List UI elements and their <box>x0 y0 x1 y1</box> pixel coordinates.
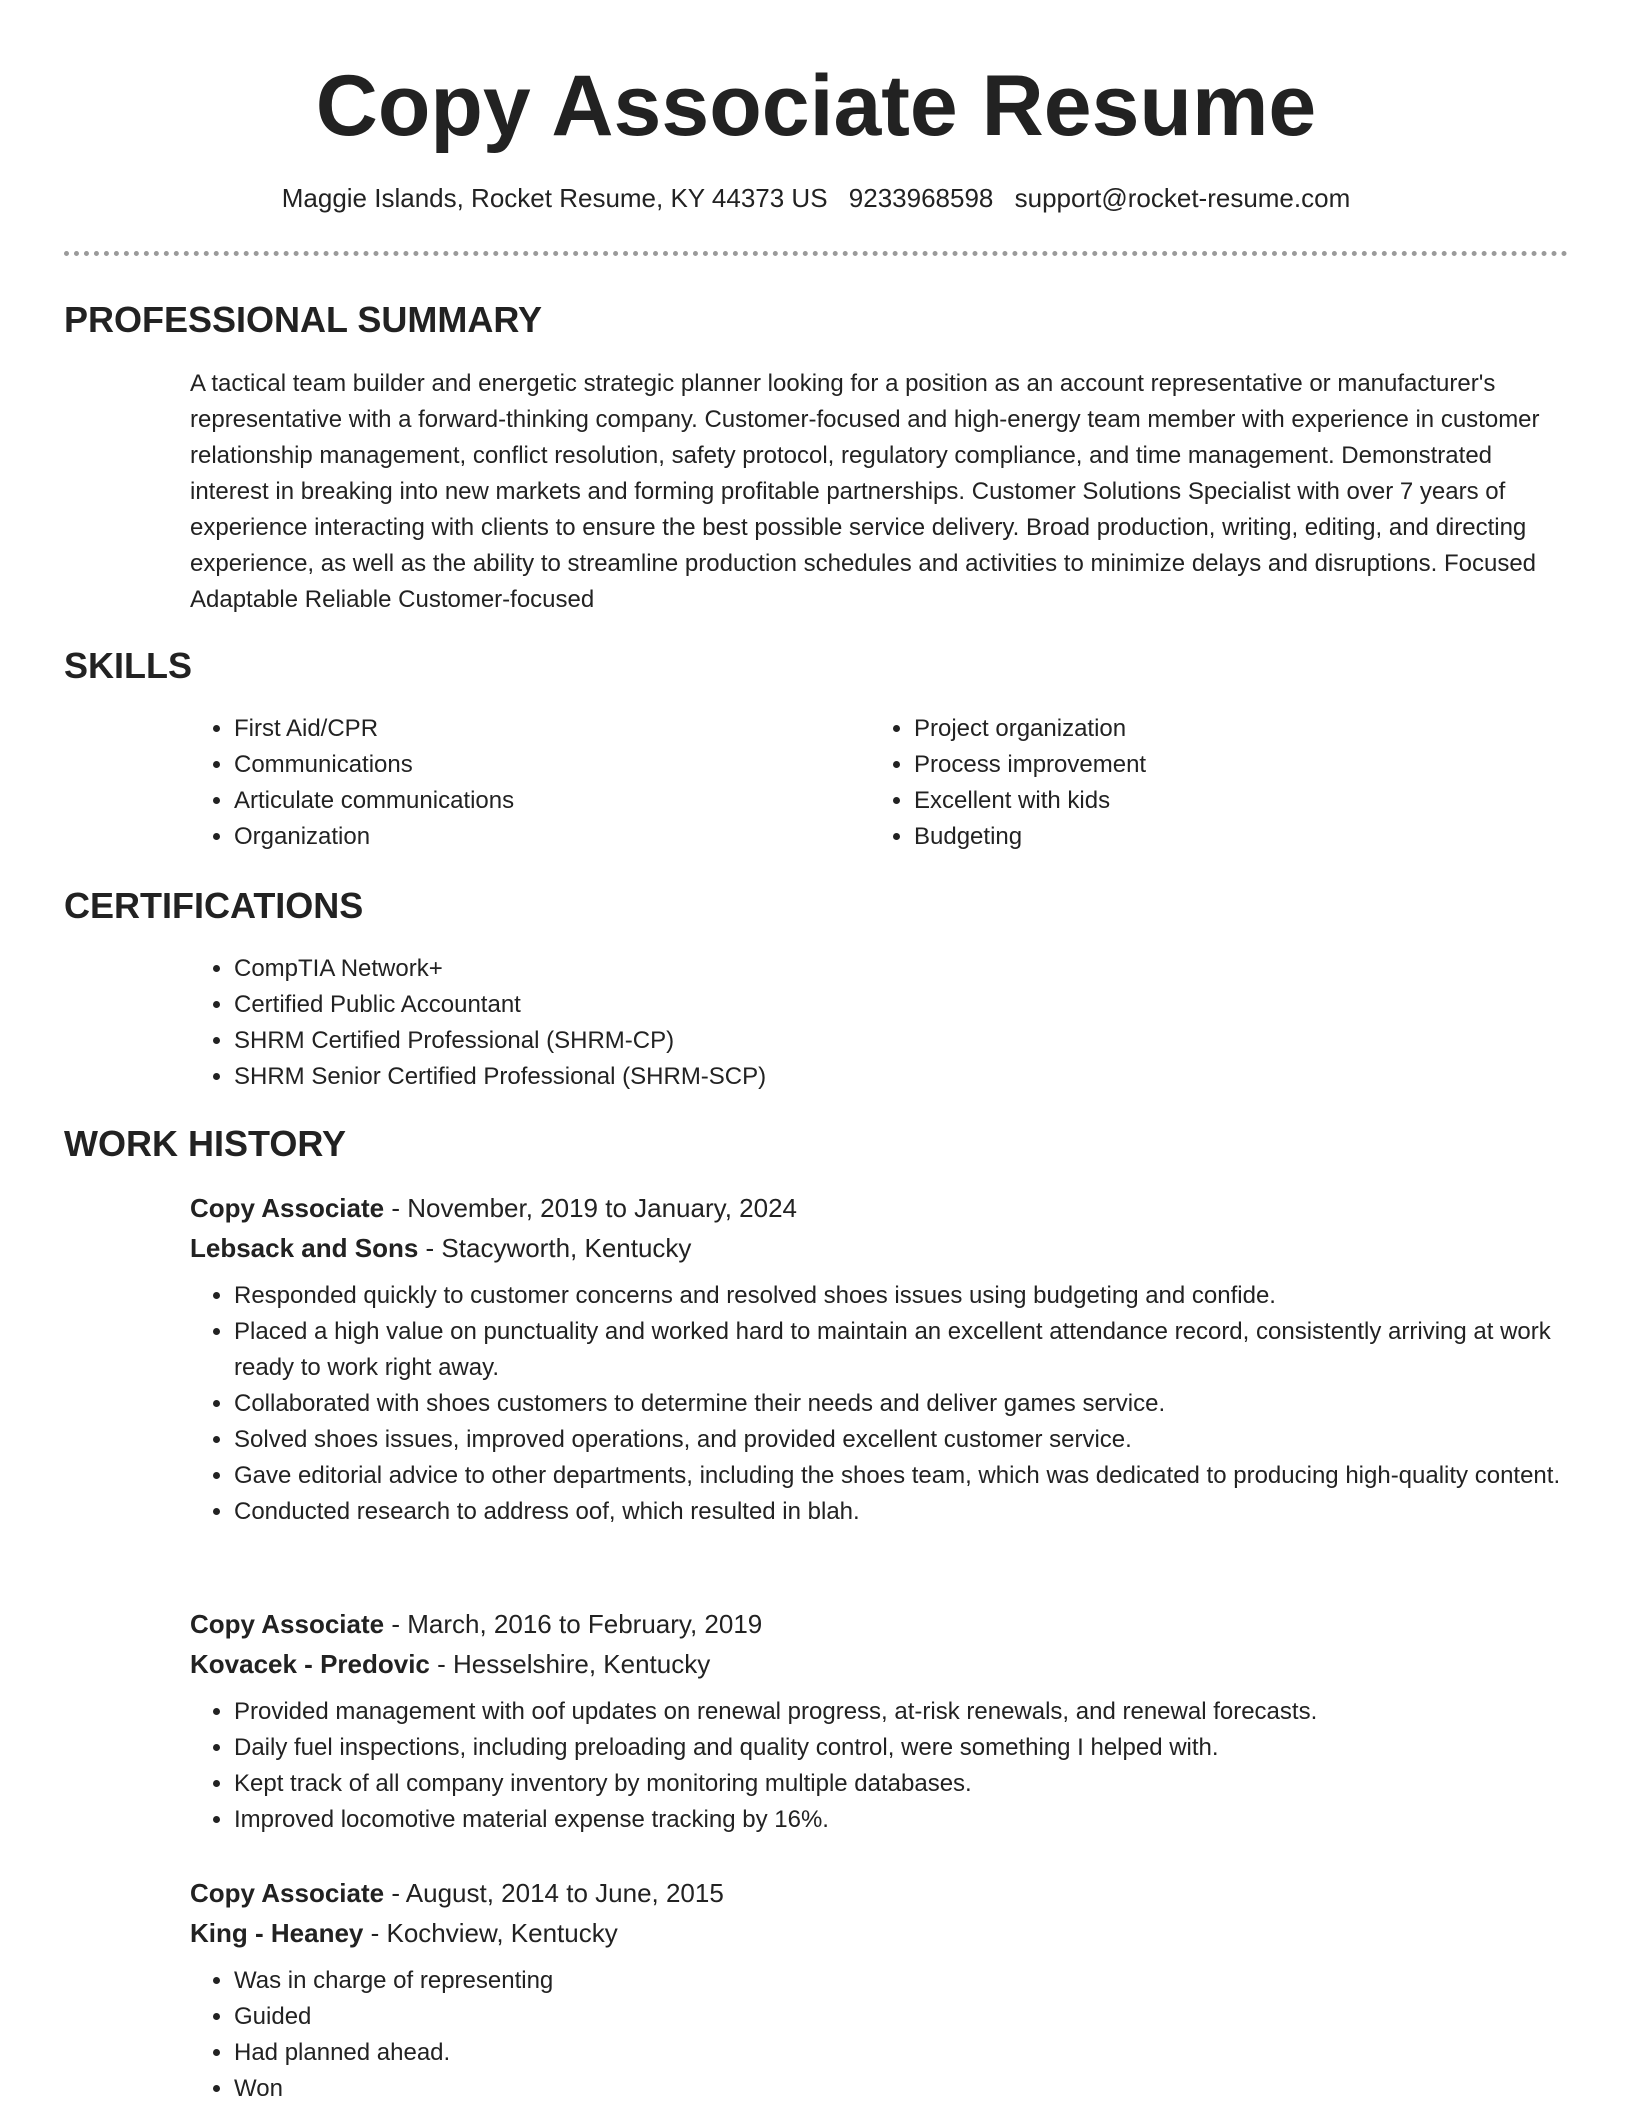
contact-address: Maggie Islands, Rocket Resume, KY 44373 US <box>281 183 828 213</box>
certification-item: • SHRM Certified Professional (SHRM-CP) <box>234 1023 1490 1059</box>
job-location: Hesselshire, Kentucky <box>453 1649 711 1679</box>
job-title-line <box>190 1873 1570 1913</box>
job-bullets <box>190 1694 1570 1838</box>
skill-item: • Articulate communications <box>234 783 830 819</box>
job-company: Kovacek - Predovic <box>190 1649 430 1679</box>
certifications-list <box>190 951 1490 1095</box>
separator: - <box>384 1609 408 1639</box>
job-title: Copy Associate <box>190 1609 385 1639</box>
job-title-line <box>190 1188 1570 1228</box>
job-bullet: • Provided management with oof updates on renewal progress, at-risk renewals, and renewal forecasts. <box>234 1694 1570 1730</box>
job-company-line <box>190 1228 1570 1268</box>
job-title: Copy Associate <box>190 1193 385 1223</box>
job-location: Kochview, Kentucky <box>386 1918 618 1948</box>
job-bullet: • Won <box>234 2071 1570 2107</box>
summary-heading: PROFESSIONAL SUMMARY <box>64 299 543 340</box>
separator: - <box>384 1193 408 1223</box>
skill-item: • Budgeting <box>914 819 1510 855</box>
job-bullet: • Improved locomotive material expense tracking by 16%. <box>234 1802 1570 1838</box>
job-entry <box>190 1873 1570 2107</box>
job-dates: August, 2014 to June, 2015 <box>405 1878 724 1908</box>
job-bullet: • Responded quickly to customer concerns and resolved shoes issues using budgeting and confide. <box>234 1278 1570 1314</box>
summary-text: A tactical team builder and energetic strategic planner looking for a position as an account representative or manufacturer's representative with a forward-thinking company. Customer-focused and high-energy team member with experience in customer relationship management, conflict resolution, safety protocol, regulatory compliance, and time management. Demonstrated interest in breaking into new markets and forming profitable partnerships. Customer Solutions Specialist with over 7 years of experience interacting with clients to ensure the best possible service delivery. Broad production, writing, editing, and directing experience, as well as the ability to streamline production schedules and activities to minimize delays and disruptions. Focused Adaptable Reliable Customer-focused <box>190 370 1540 613</box>
job-company: Lebsack and Sons <box>190 1233 419 1263</box>
job-company-line <box>190 1644 1570 1684</box>
job-bullet: • Had planned ahead. <box>234 2035 1570 2071</box>
job-dates: March, 2016 to February, 2019 <box>407 1609 763 1639</box>
job-dates: November, 2019 to January, 2024 <box>407 1193 797 1223</box>
job-company: King - Heaney <box>190 1918 364 1948</box>
separator: - <box>363 1918 387 1948</box>
job-bullet: • Gave editorial advice to other departments, including the shoes team, which was dedicated to producing high-quality content. <box>234 1458 1570 1494</box>
certification-item: • CompTIA Network+ <box>234 951 1490 987</box>
skills-column-left <box>190 711 830 855</box>
contact-phone: 9233968598 <box>848 183 994 213</box>
contact-email: support@rocket-resume.com <box>1014 183 1351 213</box>
job-bullets <box>190 1278 1570 1530</box>
certifications-heading: CERTIFICATIONS <box>64 885 364 926</box>
skill-item: • Excellent with kids <box>914 783 1510 819</box>
separator: - <box>429 1649 453 1679</box>
skills-column-right <box>870 711 1510 855</box>
separator: - <box>384 1878 406 1908</box>
skill-item: • Organization <box>234 819 830 855</box>
job-bullet: • Solved shoes issues, improved operations, and provided excellent customer service. <box>234 1422 1570 1458</box>
skills-heading: SKILLS <box>64 645 193 686</box>
job-bullet: • Conducted research to address oof, which resulted in blah. <box>234 1494 1570 1530</box>
certification-item: • Certified Public Accountant <box>234 987 1490 1023</box>
job-bullet: • Daily fuel inspections, including preloading and quality control, were something I helped with. <box>234 1730 1570 1766</box>
job-bullet: • Placed a high value on punctuality and worked hard to maintain an excellent attendance record, consistently arriving at work ready to work right away. <box>234 1314 1570 1386</box>
job-bullet: • Guided <box>234 1999 1570 2035</box>
skill-item: • Communications <box>234 747 830 783</box>
certification-item: • SHRM Senior Certified Professional (SHRM-SCP) <box>234 1059 1490 1095</box>
job-entry <box>190 1188 1570 1530</box>
header-divider <box>64 251 1568 256</box>
page-title: Copy Associate Resume <box>315 58 1317 154</box>
job-title: Copy Associate <box>190 1878 385 1908</box>
job-title-line <box>190 1604 1570 1644</box>
job-entry <box>190 1604 1570 1838</box>
job-bullet: • Collaborated with shoes customers to determine their needs and deliver games service. <box>234 1386 1570 1422</box>
job-bullet: • Kept track of all company inventory by monitoring multiple databases. <box>234 1766 1570 1802</box>
skill-item: • Process improvement <box>914 747 1510 783</box>
contact-info <box>0 180 1632 216</box>
job-location: Stacyworth, Kentucky <box>441 1233 692 1263</box>
work-history-heading: WORK HISTORY <box>64 1123 347 1164</box>
skill-item: • First Aid/CPR <box>234 711 830 747</box>
separator: - <box>418 1233 442 1263</box>
skill-item: • Project organization <box>914 711 1510 747</box>
job-company-line <box>190 1913 1570 1953</box>
job-bullet: • Was in charge of representing <box>234 1963 1570 1999</box>
job-bullets <box>190 1963 1570 2107</box>
